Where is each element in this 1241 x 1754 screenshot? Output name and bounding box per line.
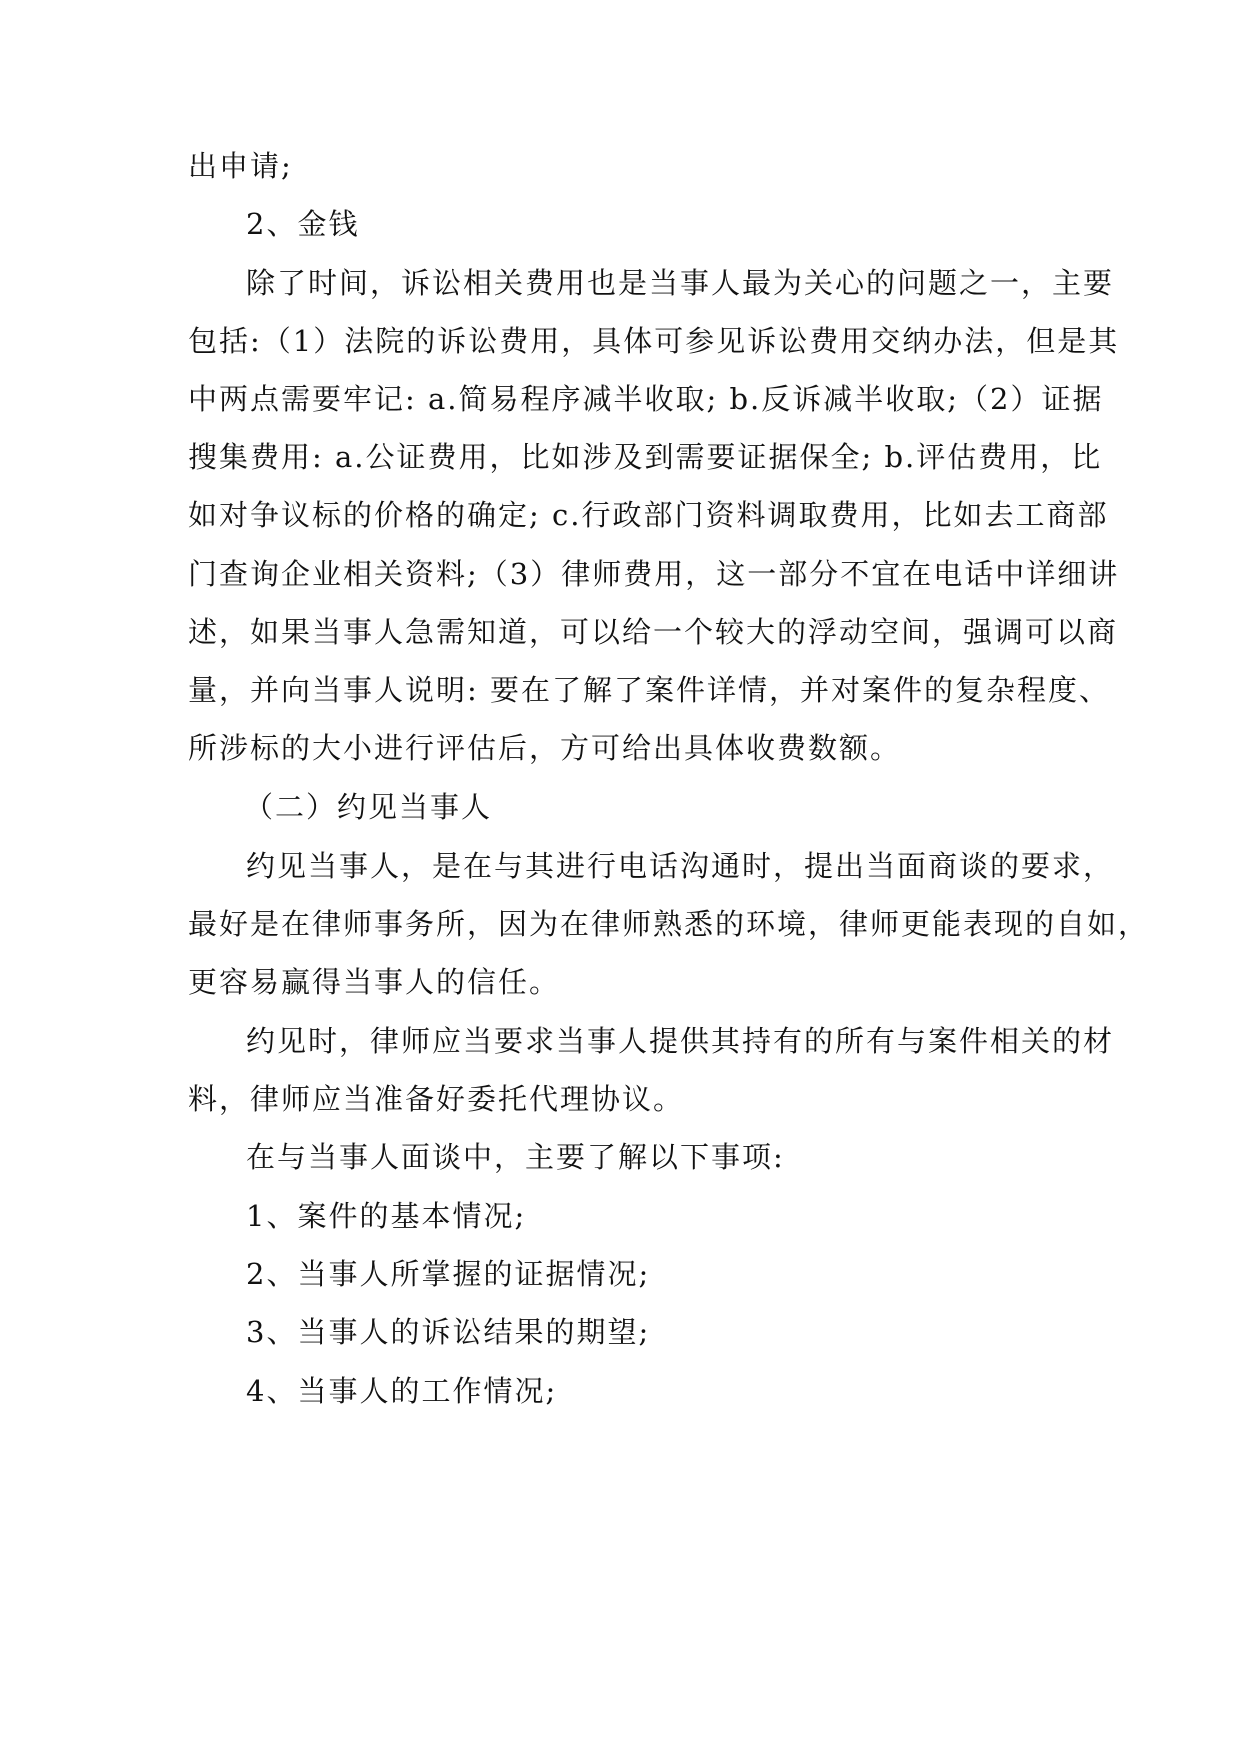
paragraph-first-line: 除了时间，诉讼相关费用也是当事人最为关心的问题之一，主要 xyxy=(246,266,1115,300)
text-line: 述，如果当事人急需知道，可以给一个较大的浮动空间，强调可以商 xyxy=(188,615,1119,649)
text-line: 包括:（1）法院的诉讼费用，具体可参见诉讼费用交纳办法，但是其 xyxy=(188,324,1120,358)
list-item: 2、当事人所掌握的证据情况; xyxy=(246,1257,651,1291)
text-line: 搜集费用: a.公证费用，比如涉及到需要证据保全; b.评估费用，比 xyxy=(188,440,1103,474)
text-line: 如对争议标的价格的确定; c.行政部门资料调取费用，比如去工商部 xyxy=(188,498,1109,532)
paragraph-first-line: 约见时，律师应当要求当事人提供其持有的所有与案件相关的材 xyxy=(246,1024,1115,1058)
section-heading: 2、金钱 xyxy=(246,207,360,241)
text-line: 中两点需要牢记: a.简易程序减半收取; b.反诉减半收取;（2）证据 xyxy=(188,382,1104,416)
list-item: 3、当事人的诉讼结果的期望; xyxy=(246,1315,651,1349)
paragraph-first-line: 约见当事人，是在与其进行电话沟通时，提出当面商谈的要求， xyxy=(246,849,1115,883)
paragraph-first-line: 在与当事人面谈中，主要了解以下事项: xyxy=(246,1140,785,1174)
text-line: 料，律师应当准备好委托代理协议。 xyxy=(188,1082,685,1116)
list-item: 1、案件的基本情况; xyxy=(246,1199,527,1233)
section-heading: （二）约见当事人 xyxy=(244,790,493,824)
text-line: 出申请; xyxy=(188,149,293,183)
list-item: 4、当事人的工作情况; xyxy=(246,1374,558,1408)
text-line: 门查询企业相关资料;（3）律师费用，这一部分不宜在电话中详细讲 xyxy=(188,557,1120,591)
text-line: 最好是在律师事务所，因为在律师熟悉的环境，律师更能表现的自如， xyxy=(188,907,1150,941)
text-line: 更容易赢得当事人的信任。 xyxy=(188,965,561,999)
text-line: 量，并向当事人说明: 要在了解了案件详情，并对案件的复杂程度、 xyxy=(188,673,1110,707)
text-line: 所涉标的大小进行评估后，方可给出具体收费数额。 xyxy=(188,731,902,765)
